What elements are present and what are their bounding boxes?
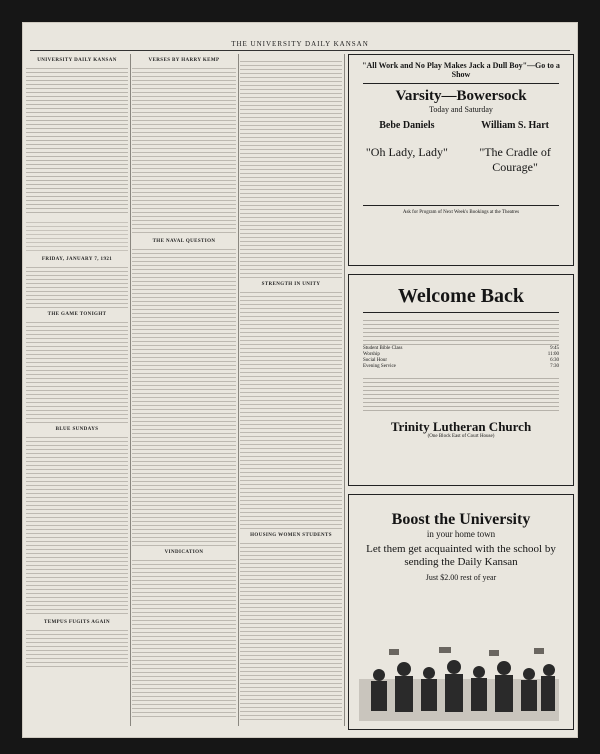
headline: TEMPUS FUGITS AGAIN (44, 620, 110, 625)
showing-dates: Today and Saturday (429, 105, 493, 114)
varsity-bowersock-ad (348, 54, 574, 266)
dateline: FRIDAY, JANUARY 7, 1921 (41, 257, 113, 262)
service-row: Worship 11:00 (363, 352, 559, 357)
ad-tagline: "All Work and No Play Makes Jack a Dull Boy"—Go to a Show (362, 61, 560, 79)
kansan-subscription-ad (348, 494, 574, 730)
headline: VINDICATION (164, 550, 204, 555)
text-block (26, 627, 128, 667)
movie-title: "Oh Lady, Lady" (365, 145, 448, 159)
ad-divider (363, 312, 559, 313)
headline: THE GAME TONIGHT (47, 312, 107, 317)
text-block (363, 317, 559, 345)
headline: BLUE SUNDAYS (55, 427, 99, 432)
text-block (132, 557, 236, 717)
subscription-box (26, 219, 128, 253)
feature-left (357, 120, 457, 175)
text-block (363, 375, 559, 413)
column-editorial (26, 54, 128, 728)
movie-title: "The Cradle of Courage" (479, 145, 551, 174)
newspaper-page (22, 22, 578, 738)
text-block (26, 434, 128, 616)
column-rule (238, 54, 239, 726)
service-row: Evening Service 7:30 (363, 364, 559, 369)
star-name: William S. Hart (481, 120, 550, 131)
staff-box (26, 65, 128, 215)
column-rule (130, 54, 131, 726)
ad-headline: Boost the University (391, 511, 531, 528)
headline: HOUSING WOMEN STUDENTS (250, 533, 332, 538)
church-name: Trinity Lutheran Church (390, 419, 532, 434)
theater-name: Varsity—Bowersock (395, 88, 527, 104)
text-block (26, 264, 128, 308)
double-feature (349, 120, 573, 175)
column-rule (344, 54, 345, 726)
church-address: (One Block East of Court House) (427, 434, 495, 439)
ad-price: Just $2.00 rest of year (425, 573, 497, 582)
nameplate: UNIVERSITY DAILY KANSAN (37, 58, 117, 63)
text-block (132, 246, 236, 546)
headline: VERSES BY HARRY KEMP (148, 58, 220, 63)
poem-block (132, 65, 236, 235)
headline: THE NAVAL QUESTION (152, 239, 216, 244)
program-note: Ask for Program of Next Week's Bookings at the Theatres (402, 210, 520, 215)
masthead-rule (30, 50, 570, 51)
column-verses (132, 54, 236, 728)
masthead: THE UNIVERSITY DAILY KANSAN (231, 40, 369, 48)
ad-body: Let them get acquainted with the school by sending the Daily Kansan (366, 543, 556, 568)
text-block (240, 289, 342, 529)
ad-divider (363, 83, 559, 84)
ad-divider (363, 205, 559, 206)
service-row: Social Hour 6:30 (363, 358, 559, 363)
trinity-lutheran-ad (348, 274, 574, 486)
service-row: Student Bible Class 9:45 (363, 346, 559, 351)
welcome-heading: Welcome Back (397, 285, 525, 307)
column-news (240, 54, 342, 728)
text-block (240, 58, 342, 278)
crowd-illustration (359, 639, 559, 721)
headline: STRENGTH IN UNITY (261, 282, 321, 287)
feature-right (465, 120, 565, 175)
text-block (240, 540, 342, 720)
text-block (26, 319, 128, 423)
ad-subhead: in your home town (426, 529, 496, 539)
star-name: Bebe Daniels (379, 120, 435, 131)
